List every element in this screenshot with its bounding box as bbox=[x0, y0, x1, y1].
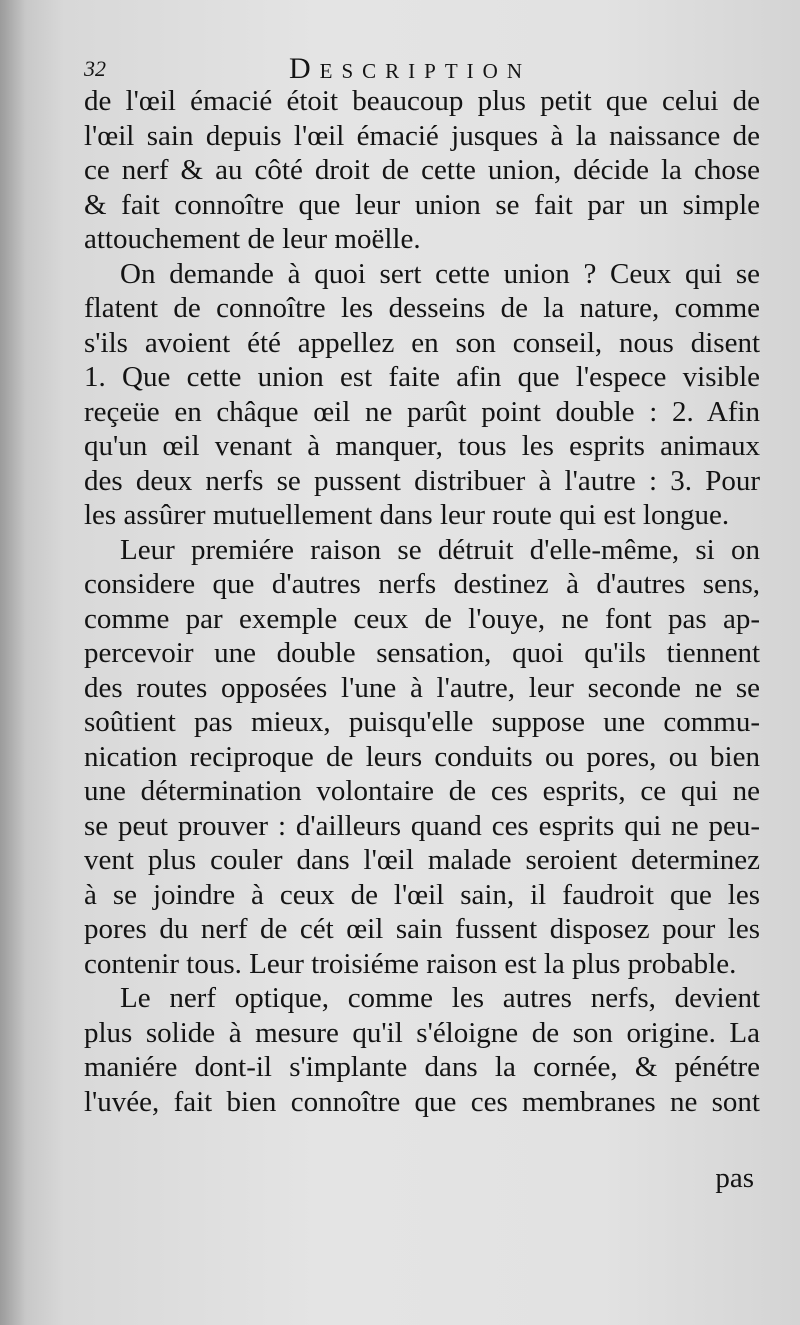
text-line: contenir tous. Leur troisiéme raison est la plus probable. bbox=[84, 947, 737, 980]
text-line: plus solide à mesure qu'il s'éloigne de son origine. La bbox=[84, 1016, 760, 1049]
text-line: pores du nerf de cét œil sain fussent disposez pour les bbox=[84, 913, 760, 945]
text-line: qu'un œil venant à manquer, tous les esprits animaux bbox=[84, 430, 760, 462]
text-line: nication reciproque de leurs conduits ou pores, ou bien bbox=[84, 740, 760, 773]
text-line: des deux nerfs se pussent distribuer à l'autre : 3. Pour bbox=[84, 464, 760, 497]
text-line: s'ils avoient été appellez en son conseil, nous disent bbox=[84, 326, 760, 359]
text-line: des routes opposées l'une à l'autre, leur seconde ne se bbox=[84, 671, 760, 704]
text-line: comme par exemple ceux de l'ouye, ne font pas ap- bbox=[84, 602, 760, 635]
text-line: attouchement de leur moëlle. bbox=[84, 223, 421, 255]
text-line: considere que d'autres nerfs destinez à d'autres sens, bbox=[84, 568, 760, 600]
text-line: l'uvée, fait bien connoître que ces membranes ne sont bbox=[84, 1085, 760, 1118]
text-line: une détermination volontaire de ces esprits, ce qui ne bbox=[84, 775, 760, 807]
text-line: l'œil sain depuis l'œil émacié jusques à la naissance de bbox=[84, 119, 760, 152]
text-line: les assûrer mutuellement dans leur route qui est longue. bbox=[84, 499, 730, 531]
text-line: flatent de connoître les desseins de la nature, comme bbox=[84, 292, 760, 324]
text-line: & fait connoître que leur union se fait par un simple bbox=[84, 188, 760, 221]
text-line: de l'œil émacié étoit beaucoup plus petit que celui de bbox=[84, 85, 760, 117]
catchword: pas bbox=[715, 1162, 754, 1194]
text-line: ce nerf & au côté droit de cette union, décide la chose bbox=[84, 154, 760, 186]
text-line: Le nerf optique, comme les autres nerfs, devient bbox=[120, 982, 760, 1014]
text-line: à se joindre à ceux de l'œil sain, il faudroit que les bbox=[84, 878, 760, 911]
body-text bbox=[84, 84, 760, 1119]
text-line: soûtient pas mieux, puisqu'elle suppose une commu- bbox=[84, 706, 760, 738]
text-line: maniére dont-il s'implante dans la cornée, & pénétre bbox=[84, 1051, 760, 1083]
text-line: 1. Que cette union est faite afin que l'espece visible bbox=[84, 361, 760, 393]
page-number: 32 bbox=[84, 56, 106, 81]
running-title: Description bbox=[289, 52, 532, 85]
text-line: reçeüe en châque œil ne parût point double : 2. Afin bbox=[84, 395, 760, 428]
text-line: se peut prouver : d'ailleurs quand ces esprits qui ne peu- bbox=[84, 809, 760, 842]
text-line: vent plus couler dans l'œil malade seroient determinez bbox=[84, 844, 760, 876]
text-line: On demande à quoi sert cette union ? Ceux qui se bbox=[120, 257, 760, 290]
text-line: percevoir une double sensation, quoi qu'ils tiennent bbox=[84, 637, 760, 669]
text-line: Leur premiére raison se détruit d'elle-même, si on bbox=[120, 533, 760, 566]
